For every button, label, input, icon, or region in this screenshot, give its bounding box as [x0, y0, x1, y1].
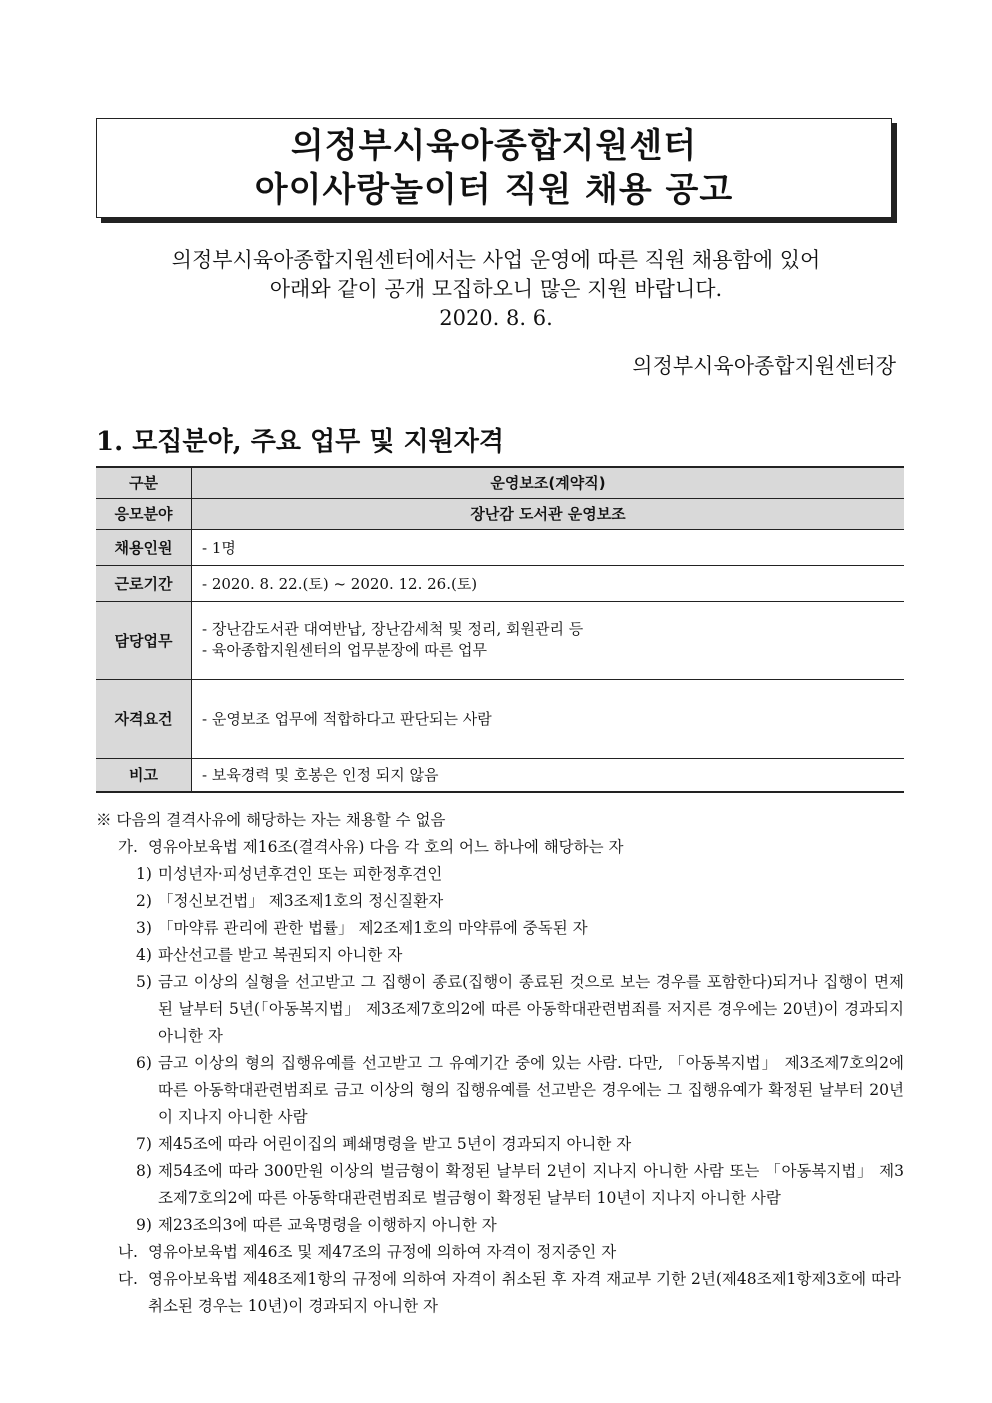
recruitment-table [96, 466, 904, 793]
field-label: 응모분야 [96, 498, 192, 529]
headcount-label: 채용인원 [96, 529, 192, 565]
table-row [96, 529, 904, 565]
list-item: 7) 제45조에 따라 어린이집의 폐쇄명령을 받고 5년이 경과되지 아니한 자 [136, 1135, 632, 1153]
table-row [96, 679, 904, 758]
list-item: 다. 영유아보육법 제48조제1항의 규정에 의하여 자격이 취소된 후 자격 재교부 기한 2년(제48조제1항제3호에 따라 취소된 경우는 10년)이 경과되지 아니한 자 [118, 1270, 902, 1315]
signer: 의정부시육아종합지원센터장 [632, 354, 896, 378]
title-line-2: 아이사랑놀이터 직원 채용 공고 [254, 170, 734, 210]
period-label: 근로기간 [96, 565, 192, 601]
list-item: 5) 금고 이상의 실형을 선고받고 그 집행이 종료(집행이 종료된 것으로 보는 경우를 포함한다)되거나 집행이 면제된 날부터 5년(「아동복지법」 제3조제7호의2에 따른 아동학대관련범죄를 저지른 경우에는 20년)이 경과되지 아니한 자 [136, 973, 904, 1045]
list-item: 4) 파산선고를 받고 복권되지 아니한 자 [136, 946, 403, 964]
table-row [96, 498, 904, 529]
list-item: 6) 금고 이상의 형의 집행유예를 선고받고 그 유예기간 중에 있는 사람. 다만, 「아동복지법」 제3조제7호의2에 따른 아동학대관련범죄로 금고 이상의 형의 집행유예를 선고받은 경우에는 그 집행유예가 확정된 날부터 20년이 지나지 아니한 사람 [136, 1054, 904, 1126]
intro-line-1: 의정부시육아종합지원센터에서는 사업 운영에 따른 직원 채용함에 있어 [171, 248, 821, 272]
list-item: 3) 「마약류 관리에 관한 법률」 제2조제1호의 마약류에 중독된 자 [136, 919, 588, 937]
list-item: 8) 제54조에 따라 300만원 이상의 벌금형이 확정된 날부터 2년이 지나지 아니한 사람 또는 「아동복지법」 제3조제7호의2에 따른 아동학대관련범죄로 벌금형이 확정된 날부터 10년이 지나지 아니한 사람 [136, 1162, 904, 1207]
list-item: 2) 「정신보건법」 제3조제1호의 정신질환자 [136, 892, 444, 910]
duty-line-1: - 장난감도서관 대여반납, 장난감세척 및 정리, 회원관리 등 [202, 620, 584, 638]
qualification-label: 자격요건 [96, 679, 192, 758]
field-value: 장난감 도서관 운영보조 [192, 498, 905, 529]
list-item: 나. 영유아보육법 제46조 및 제47조의 규정에 의하여 자격이 정지중인 자 [118, 1243, 617, 1261]
qualification-value: - 운영보조 업무에 적합하다고 판단되는 사람 [192, 679, 905, 758]
table-row [96, 758, 904, 792]
disqualification-notes [96, 806, 904, 1320]
list-item: 1) 미성년자·피성년후견인 또는 피한정후견인 [136, 865, 443, 883]
intro-line-2: 아래와 같이 공개 모집하오니 많은 지원 바랍니다. [269, 277, 723, 301]
title-line-1: 의정부시육아종합지원센터 [290, 126, 698, 166]
table-row [96, 565, 904, 601]
duty-line-2: - 육아종합지원센터의 업무분장에 따른 업무 [202, 641, 487, 659]
headcount-value: - 1명 [192, 529, 905, 565]
period-value: - 2020. 8. 22.(토) ~ 2020. 12. 26.(토) [192, 565, 905, 601]
list-item: 9) 제23조의3에 따른 교육명령을 이행하지 아니한 자 [136, 1216, 497, 1234]
remark-label: 비고 [96, 758, 192, 792]
duty-value [192, 601, 905, 679]
section-heading: 1. 모집분야, 주요 업무 및 지원자격 [96, 427, 504, 457]
list-item: 가. 영유아보육법 제16조(결격사유) 다음 각 호의 어느 하나에 해당하는 자 [118, 838, 624, 856]
notes-title: ※ 다음의 결격사유에 해당하는 자는 채용할 수 없음 [96, 811, 446, 829]
announcement-date: 2020. 8. 6. [439, 306, 553, 330]
remark-value: - 보육경력 및 호봉은 인정 되지 않음 [192, 758, 905, 792]
header-label: 구분 [96, 467, 192, 498]
header-value: 운영보조(계약직) [192, 467, 905, 498]
title-box [96, 118, 892, 218]
duty-label: 담당업무 [96, 601, 192, 679]
table-row [96, 467, 904, 498]
table-row [96, 601, 904, 679]
